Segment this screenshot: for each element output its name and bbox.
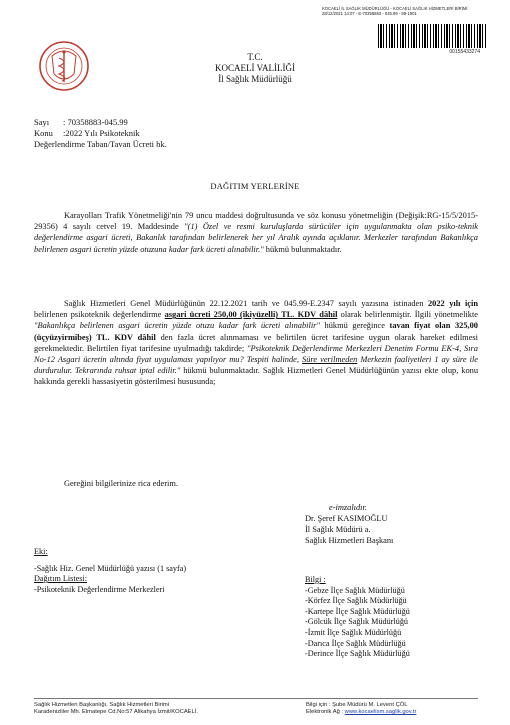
e-signed-note: e-imzalıdır. — [329, 503, 367, 512]
institution-header — [155, 52, 355, 85]
attachments-block — [34, 547, 186, 595]
bilgi-item: -İzmit İlçe Sağlık Müdürlüğü — [305, 627, 402, 637]
konu-continuation: Değerlendirme Taban/Tavan Ücreti hk. — [34, 139, 167, 149]
dagitim-label: Dağıtım Listesi: — [34, 574, 87, 584]
paragraph-2 — [34, 298, 478, 388]
p1-quote: "(1) Özel ve resmi kuruluşlarda sürücüler için uygulanmakta olan psiko-teknik değerlendirme asgari ücreti, Bakanlık tarafından belirlenerek her yıl Aralık ayında açıklanır. Merkezler tarafından Bakanlıkça belirlenen asgari ücretin yüzde otuzuna kadar fark ücreti alınabilir." — [34, 222, 478, 254]
p2-text-e: den fazla ücret alınmaması ve belirtilen ücret tarifesine uygun olarak hareket edilmesi gerekmektedir. Belirtilen fiyat tarifesine uyulmadığı takdirde; — [34, 332, 478, 353]
closing-line — [34, 478, 478, 489]
info-recipients — [305, 575, 410, 660]
page-footer — [34, 698, 478, 715]
p1-text-a: Karayolları Trafik Yönetmeliği'nin 79 uncu maddesi doğrultusunda ve söz konusu yönetmeliğin (Değişik:RG-15/5/2015-29356) 4 sayılı cetvel 19. Maddesinde — [34, 211, 478, 232]
footer-address-2: Karadenizliler Mh. Elmatepe Cd.No:57 Alikahya İzmit/KOCAELİ. — [34, 709, 198, 715]
signer-title-1: İl Sağlık Müdürü a. — [305, 525, 371, 534]
p2-quote-2-underlined: Süre verilmeden — [302, 355, 358, 365]
document-meta — [34, 117, 167, 150]
ek-label: Eki: — [34, 547, 48, 556]
header-mudurluk: İl Sağlık Müdürlüğü — [218, 74, 292, 84]
bilgi-item: -Gebze İlçe Sağlık Müdürlüğü — [305, 585, 405, 595]
p2-text-d: hükmü gereğince — [319, 321, 390, 331]
paragraph-1 — [34, 210, 478, 255]
bilgi-item: -Derince İlçe Sağlık Müdürlüğü — [305, 649, 410, 659]
bilgi-item: -Körfez İlçe Sağlık Müdürlüğü — [305, 596, 407, 606]
ministry-logo — [38, 40, 90, 92]
barcode-number: 00155433274 — [449, 49, 480, 55]
dagitim-item-1: -Psikoteknik Değerlendirme Merkezleri — [34, 584, 165, 594]
e-signature-stamp — [322, 6, 492, 16]
closing-text: Gereğini bilgilerinize rica ederim. — [64, 479, 178, 488]
signer-title-2: Sağlık Hizmetleri Başkanı — [305, 536, 394, 545]
barcode-image — [378, 24, 488, 48]
website-link[interactable]: www.kocaelism.saglik.gov.tr — [344, 709, 417, 715]
p2-text-c: olarak belirlenmiştir. İlgili yönetmelikte — [337, 310, 479, 320]
p2-bold-year: 2022 yılı için — [427, 299, 478, 308]
stamp-line-2: 28/12/2021 14:07 - E-70358883 - 045.99 - 99-1901 — [322, 11, 417, 16]
p2-quote-2b: Merkezin faaliyetleri 1 ay süre ile durdurulur. Tekrarında ruhsat iptal edilir." — [34, 355, 479, 376]
p2-bold-min-fee: asgari ücreti 250,00 (ikiyüzelli) TL. KDV dâhil — [164, 310, 338, 320]
p2-bold-max-fee: tavan fiyat olan 325,00 (üçyüzyirmibeş) TL. KDV dâhil — [34, 321, 478, 342]
bilgi-label: Bilgi : — [305, 575, 326, 584]
header-valilik: KOCAELİ VALİLİĞİ — [215, 63, 295, 73]
bilgi-item: -Darıca İlçe Sağlık Müdürlüğü — [305, 638, 406, 648]
footer-web-label: Elektronik Ağ : — [306, 709, 345, 715]
footer-address-1: Sağlık Hizmetleri Başkanlığı, Sağlık Hizmetleri Birimi — [34, 702, 169, 708]
signer-name: Dr. Şeref KASIMOĞLU — [305, 514, 388, 523]
signature-block — [305, 502, 393, 546]
p2-quote-1: "Bakanlıkça belirlenen asgari ücretin yüzde otuzu kadar fark ücreti alınabilir" — [34, 321, 320, 331]
header-tc: T.C. — [247, 52, 263, 62]
konu-value: :2022 Yılı Psikoteknik — [63, 128, 140, 138]
sayi-label: Sayı — [34, 117, 50, 127]
p2-text-a: Sağlık Hizmetleri Genel Müdürlüğünün 22.12.2021 tarih ve 045.99-E.2347 sayılı yazısına istinaden — [64, 299, 428, 308]
bilgi-item: -Gölcük İlçe Sağlık Müdürlüğü — [305, 617, 409, 627]
sayi-value: : 70358883-045.99 — [63, 117, 128, 127]
p1-text-b: hükmü bulunmaktadır. — [263, 244, 342, 254]
ek-item-1: -Sağlık Hiz. Genel Müdürlüğü yazısı (1 sayfa) — [34, 563, 187, 573]
p2-quote-2a: "Psikoteknik Değerlendirme Merkezleri Denetim Formu EK-4, Sıra No-12 Asgari ücretin altında fiyat uygulaması yapılıyor mu? Tespiti halinde, — [34, 343, 478, 365]
bilgi-item: -Kartepe İlçe Sağlık Müdürlüğü — [305, 606, 410, 616]
document-title: DAĞITIM YERLERİNE — [210, 181, 300, 191]
footer-contact: Bilgi için : Şube Müdürü M. Levent ÇÖL — [306, 702, 408, 708]
stamp-line-1: KOCAELİ İL SAĞLIK MÜDÜRLÜĞÜ - KOCAELİ SAĞLIK HİZMETLERİ BİRİMİ — [322, 6, 468, 11]
konu-label: Konu — [34, 128, 53, 138]
p2-text-f: hükmü bulunmaktadır. Sağlık Hizmetleri Genel Müdürlüğünün yazısı ekte olup, konu hakkında gerekli hassasiyetin gösterilmesi hususunda; — [34, 366, 479, 387]
p2-text-b: belirlenen psikoteknik değerlendirme — [34, 310, 165, 320]
